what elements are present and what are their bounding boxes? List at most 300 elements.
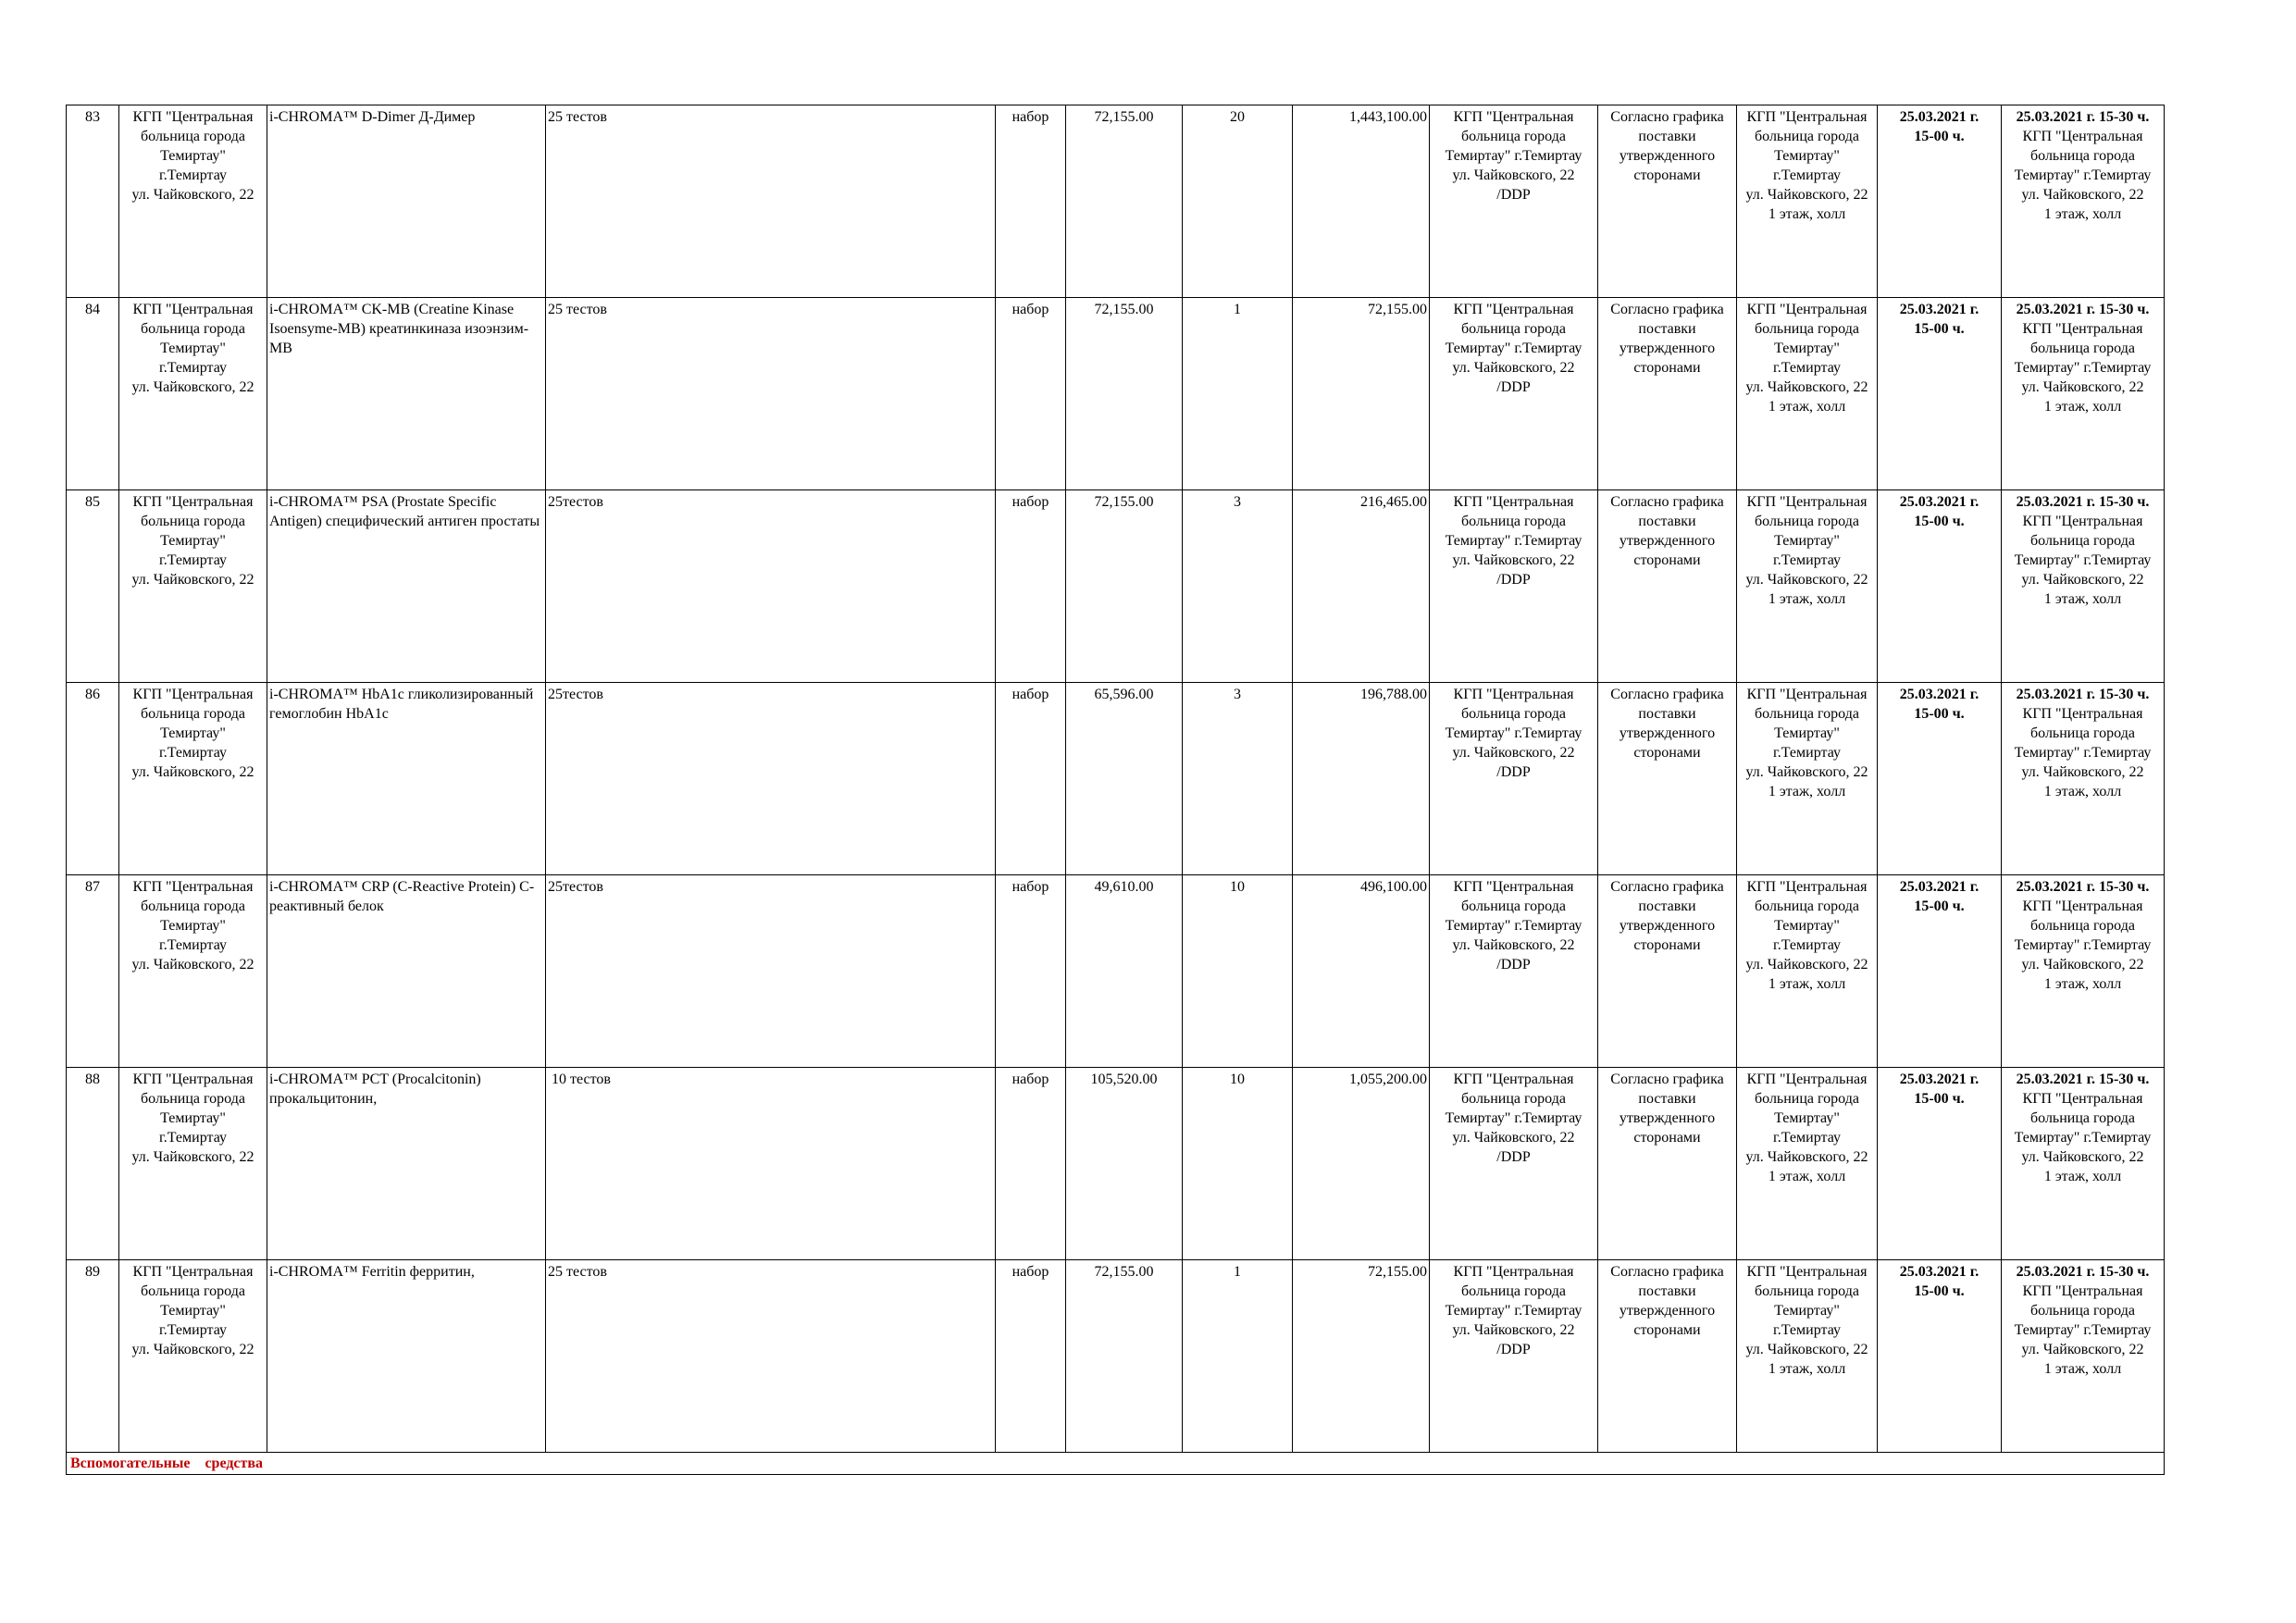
opening-datetime: 25.03.2021 г. 15-30 ч. <box>2016 1264 2150 1280</box>
delivery-place-cell <box>1430 490 1598 683</box>
cell-line: 1 этаж, холл <box>2043 591 2122 607</box>
cell-line: утвержденного <box>1619 918 1716 934</box>
cell-line: Темиртау" г.Темиртау <box>2014 937 2152 953</box>
item-qty: 20 <box>1183 105 1293 298</box>
cell-line: поставки <box>1638 1091 1696 1107</box>
cell-line: больница города <box>141 1283 245 1299</box>
cell-line: ул. Чайковского, 22 <box>1745 572 1868 588</box>
cell-line: Темиртау" <box>160 1303 226 1319</box>
cell-line: Согласно графика <box>1610 494 1724 510</box>
cell-line: Согласно графика <box>1610 302 1724 317</box>
table-row <box>67 875 2165 1068</box>
customer-cell <box>119 1260 267 1453</box>
item-price: 105,520.00 <box>1066 1068 1183 1260</box>
customer-cell <box>119 105 267 298</box>
cell-line: 1 этаж, холл <box>1768 784 1846 799</box>
cell-line: ул. Чайковского, 22 <box>1745 187 1868 203</box>
cell-line: 15-00 ч. <box>1914 706 1965 722</box>
cell-line: больница города <box>141 514 245 529</box>
cell-line: больница города <box>2030 725 2135 741</box>
item-spec: 25 тестов <box>546 1260 996 1453</box>
cell-line: КГП "Центральная <box>1453 494 1574 510</box>
cell-line: Темиртау" <box>1774 148 1840 164</box>
delivery-place-cell <box>1430 1068 1598 1260</box>
table-row <box>67 490 2165 683</box>
delivery-term-cell <box>1598 490 1737 683</box>
cell-line: Темиртау" г.Темиртау <box>2014 167 2152 183</box>
opening-datetime: 25.03.2021 г. 15-30 ч. <box>2016 687 2150 702</box>
delivery-term-cell <box>1598 875 1737 1068</box>
cell-line: г.Темиртау <box>159 937 227 953</box>
row-number: 89 <box>67 1260 119 1453</box>
cell-line: 15-00 ч. <box>1914 898 1965 914</box>
cell-line: КГП "Центральная <box>1453 687 1574 702</box>
customer-cell <box>119 875 267 1068</box>
cell-line: ул. Чайковского, 22 <box>1745 379 1868 395</box>
cell-line: больница города <box>141 1091 245 1107</box>
cell-line: Темиртау" <box>1774 341 1840 356</box>
submission-place-cell <box>1737 875 1878 1068</box>
cell-line: 1 этаж, холл <box>1768 1169 1846 1184</box>
submission-place-cell <box>1737 298 1878 490</box>
cell-line: ул. Чайковского, 22 <box>131 379 254 395</box>
item-sum: 72,155.00 <box>1293 298 1430 490</box>
cell-line: г.Темиртау <box>1773 552 1841 568</box>
cell-line: 15-00 ч. <box>1914 321 1965 337</box>
item-unit: набор <box>996 875 1066 1068</box>
item-qty: 3 <box>1183 683 1293 875</box>
cell-line: Темиртау" г.Темиртау <box>1445 533 1582 549</box>
item-unit: набор <box>996 298 1066 490</box>
row-number: 84 <box>67 298 119 490</box>
cell-line: ул. Чайковского, 22 <box>131 764 254 780</box>
item-price: 72,155.00 <box>1066 490 1183 683</box>
cell-line: Темиртау" <box>160 725 226 741</box>
opening-cell <box>2002 1068 2165 1260</box>
cell-line: 1 этаж, холл <box>1768 206 1846 222</box>
item-sum: 196,788.00 <box>1293 683 1430 875</box>
cell-line: 25.03.2021 г. <box>1899 109 1980 125</box>
row-number: 83 <box>67 105 119 298</box>
cell-line: Темиртау" <box>1774 725 1840 741</box>
cell-line: ул. Чайковского, 22 <box>2021 187 2144 203</box>
cell-line: ул. Чайковского, 22 <box>1745 1342 1868 1357</box>
cell-line: ул. Чайковского, 22 <box>2021 379 2144 395</box>
cell-line: Темиртау" <box>160 1110 226 1126</box>
item-name: i-CHROMA™ PSA (Prostate Specific Antigen) специфический антиген простаты <box>267 490 546 683</box>
cell-line: КГП "Центральная <box>2022 706 2143 722</box>
cell-line: утвержденного <box>1619 148 1716 164</box>
delivery-place-cell <box>1430 683 1598 875</box>
cell-line: больница города <box>2030 1303 2135 1319</box>
cell-line: Темиртау" г.Темиртау <box>1445 148 1582 164</box>
item-spec: 25 тестов <box>546 298 996 490</box>
cell-line: КГП "Центральная <box>1453 1264 1574 1280</box>
cell-line: 15-00 ч. <box>1914 1091 1965 1107</box>
cell-line: больница города <box>1461 1283 1566 1299</box>
deadline-cell <box>1878 105 2002 298</box>
cell-line: 25.03.2021 г. <box>1899 302 1980 317</box>
opening-cell <box>2002 683 2165 875</box>
cell-line: 25.03.2021 г. <box>1899 1264 1980 1280</box>
cell-line: больница города <box>1755 898 1859 914</box>
cell-line: Темиртау" <box>160 148 226 164</box>
procurement-table <box>66 105 2165 1475</box>
cell-line: г.Темиртау <box>159 552 227 568</box>
cell-line: Темиртау" <box>1774 533 1840 549</box>
cell-line: сторонами <box>1633 937 1701 953</box>
cell-line: больница города <box>1461 898 1566 914</box>
cell-line: КГП "Центральная <box>132 494 254 510</box>
cell-line: КГП "Центральная <box>1453 879 1574 895</box>
item-sum: 72,155.00 <box>1293 1260 1430 1453</box>
cell-line: Согласно графика <box>1610 1264 1724 1280</box>
item-name: i-CHROMA™ CRP (C-Reactive Protein) C-реактивный белок <box>267 875 546 1068</box>
cell-line: КГП "Центральная <box>132 687 254 702</box>
cell-line: поставки <box>1638 321 1696 337</box>
delivery-place-cell <box>1430 875 1598 1068</box>
opening-cell <box>2002 1260 2165 1453</box>
item-price: 49,610.00 <box>1066 875 1183 1068</box>
cell-line: ул. Чайковского, 22 <box>2021 1342 2144 1357</box>
opening-datetime: 25.03.2021 г. 15-30 ч. <box>2016 109 2150 125</box>
cell-line: ул. Чайковского, 22 <box>1452 552 1575 568</box>
cell-line: г.Темиртау <box>159 745 227 761</box>
item-unit: набор <box>996 1260 1066 1453</box>
item-spec: 25тестов <box>546 875 996 1068</box>
cell-line: ул. Чайковского, 22 <box>1452 1322 1575 1338</box>
cell-line: Темиртау" <box>1774 1303 1840 1319</box>
cell-line: КГП "Центральная <box>1746 687 1868 702</box>
cell-line: ул. Чайковского, 22 <box>2021 764 2144 780</box>
delivery-place-cell <box>1430 298 1598 490</box>
cell-line: сторонами <box>1633 745 1701 761</box>
cell-line: г.Темиртау <box>159 1130 227 1146</box>
cell-line: 15-00 ч. <box>1914 129 1965 144</box>
cell-line: больница города <box>2030 1110 2135 1126</box>
cell-line: Согласно графика <box>1610 687 1724 702</box>
delivery-term-cell <box>1598 683 1737 875</box>
cell-line: поставки <box>1638 898 1696 914</box>
cell-line: КГП "Центральная <box>132 109 254 125</box>
cell-line: 1 этаж, холл <box>1768 1361 1846 1377</box>
cell-line: г.Темиртау <box>1773 1322 1841 1338</box>
cell-line: 25.03.2021 г. <box>1899 687 1980 702</box>
item-price: 72,155.00 <box>1066 1260 1183 1453</box>
deadline-cell <box>1878 875 2002 1068</box>
cell-line: поставки <box>1638 1283 1696 1299</box>
deadline-cell <box>1878 1260 2002 1453</box>
cell-line: ул. Чайковского, 22 <box>1745 764 1868 780</box>
item-spec: 25тестов <box>546 490 996 683</box>
delivery-term-cell <box>1598 1068 1737 1260</box>
cell-line: больница города <box>1461 321 1566 337</box>
cell-line: ул. Чайковского, 22 <box>1452 937 1575 953</box>
item-sum: 1,055,200.00 <box>1293 1068 1430 1260</box>
cell-line: КГП "Центральная <box>132 1072 254 1087</box>
cell-line: КГП "Центральная <box>2022 898 2143 914</box>
submission-place-cell <box>1737 1260 1878 1453</box>
item-price: 65,596.00 <box>1066 683 1183 875</box>
opening-datetime: 25.03.2021 г. 15-30 ч. <box>2016 1072 2150 1087</box>
cell-line: больница города <box>1755 514 1859 529</box>
cell-line: КГП "Центральная <box>2022 129 2143 144</box>
cell-line: КГП "Центральная <box>1746 879 1868 895</box>
customer-cell <box>119 1068 267 1260</box>
cell-line: /DDP <box>1496 379 1531 395</box>
opening-cell <box>2002 298 2165 490</box>
item-sum: 1,443,100.00 <box>1293 105 1430 298</box>
cell-line: КГП "Центральная <box>132 302 254 317</box>
cell-line: утвержденного <box>1619 725 1716 741</box>
row-number: 87 <box>67 875 119 1068</box>
cell-line: ул. Чайковского, 22 <box>1745 957 1868 973</box>
table-row <box>67 1068 2165 1260</box>
cell-line: Темиртау" г.Темиртау <box>1445 725 1582 741</box>
delivery-term-cell <box>1598 105 1737 298</box>
cell-line: КГП "Центральная <box>1746 494 1868 510</box>
opening-cell <box>2002 875 2165 1068</box>
table-body <box>67 105 2165 1453</box>
cell-line: 1 этаж, холл <box>1768 591 1846 607</box>
submission-place-cell <box>1737 1068 1878 1260</box>
cell-line: ул. Чайковского, 22 <box>131 187 254 203</box>
cell-line: Согласно графика <box>1610 879 1724 895</box>
cell-line: больница города <box>1755 129 1859 144</box>
item-name: i-CHROMA™ Ferritin ферритин, <box>267 1260 546 1453</box>
deadline-cell <box>1878 298 2002 490</box>
cell-line: Согласно графика <box>1610 109 1724 125</box>
cell-line: 25.03.2021 г. <box>1899 879 1980 895</box>
cell-line: больница города <box>2030 148 2135 164</box>
cell-line: Темиртау" г.Темиртау <box>2014 745 2152 761</box>
table-row <box>67 683 2165 875</box>
submission-place-cell <box>1737 683 1878 875</box>
cell-line: 1 этаж, холл <box>2043 206 2122 222</box>
row-number: 88 <box>67 1068 119 1260</box>
delivery-term-cell <box>1598 1260 1737 1453</box>
cell-line: 1 этаж, холл <box>1768 399 1846 415</box>
customer-cell <box>119 490 267 683</box>
item-qty: 1 <box>1183 298 1293 490</box>
cell-line: /DDP <box>1496 1342 1531 1357</box>
item-qty: 1 <box>1183 1260 1293 1453</box>
cell-line: утвержденного <box>1619 533 1716 549</box>
cell-line: Темиртау" г.Темиртау <box>1445 918 1582 934</box>
cell-line: г.Темиртау <box>1773 1130 1841 1146</box>
item-spec: 25тестов <box>546 683 996 875</box>
item-sum: 496,100.00 <box>1293 875 1430 1068</box>
cell-line: КГП "Центральная <box>132 1264 254 1280</box>
cell-line: больница города <box>2030 533 2135 549</box>
cell-line: КГП "Центральная <box>1453 302 1574 317</box>
delivery-place-cell <box>1430 1260 1598 1453</box>
cell-line: 1 этаж, холл <box>1768 976 1846 992</box>
item-name: i-CHROMA™ PCT (Procalcitonin) прокальцитонин, <box>267 1068 546 1260</box>
cell-line: ул. Чайковского, 22 <box>2021 957 2144 973</box>
cell-line: Темиртау" <box>160 533 226 549</box>
cell-line: Темиртау" <box>1774 918 1840 934</box>
cell-line: г.Темиртау <box>159 167 227 183</box>
cell-line: КГП "Центральная <box>2022 1283 2143 1299</box>
item-name: i-CHROMA™ D-Dimer Д-Димер <box>267 105 546 298</box>
item-sum: 216,465.00 <box>1293 490 1430 683</box>
cell-line: 25.03.2021 г. <box>1899 1072 1980 1087</box>
cell-line: поставки <box>1638 514 1696 529</box>
cell-line: КГП "Центральная <box>1746 1072 1868 1087</box>
cell-line: КГП "Центральная <box>1746 109 1868 125</box>
cell-line: больница города <box>1755 1283 1859 1299</box>
cell-line: 25.03.2021 г. <box>1899 494 1980 510</box>
cell-line: ул. Чайковского, 22 <box>131 957 254 973</box>
cell-line: больница города <box>141 321 245 337</box>
deadline-cell <box>1878 490 2002 683</box>
row-number: 85 <box>67 490 119 683</box>
cell-line: /DDP <box>1496 957 1531 973</box>
cell-line: ул. Чайковского, 22 <box>1452 1130 1575 1146</box>
cell-line: г.Темиртау <box>1773 167 1841 183</box>
cell-line: утвержденного <box>1619 1110 1716 1126</box>
cell-line: /DDP <box>1496 1149 1531 1165</box>
cell-line: 15-00 ч. <box>1914 1283 1965 1299</box>
cell-line: больница города <box>1755 321 1859 337</box>
opening-cell <box>2002 490 2165 683</box>
submission-place-cell <box>1737 490 1878 683</box>
cell-line: сторонами <box>1633 552 1701 568</box>
deadline-cell <box>1878 1068 2002 1260</box>
cell-line: утвержденного <box>1619 1303 1716 1319</box>
cell-line: Темиртау" г.Темиртау <box>1445 341 1582 356</box>
table-row <box>67 1260 2165 1453</box>
cell-line: КГП "Центральная <box>132 879 254 895</box>
cell-line: поставки <box>1638 129 1696 144</box>
cell-line: Темиртау" г.Темиртау <box>2014 360 2152 376</box>
cell-line: /DDP <box>1496 764 1531 780</box>
cell-line: Темиртау" г.Темиртау <box>2014 552 2152 568</box>
cell-line: поставки <box>1638 706 1696 722</box>
cell-line: ул. Чайковского, 22 <box>2021 1149 2144 1165</box>
cell-line: г.Темиртау <box>1773 360 1841 376</box>
cell-line: 1 этаж, холл <box>2043 399 2122 415</box>
cell-line: ул. Чайковского, 22 <box>1452 167 1575 183</box>
cell-line: КГП "Центральная <box>2022 514 2143 529</box>
cell-line: ул. Чайковского, 22 <box>131 1149 254 1165</box>
cell-line: сторонами <box>1633 167 1701 183</box>
cell-line: сторонами <box>1633 1130 1701 1146</box>
cell-line: 1 этаж, холл <box>2043 1361 2122 1377</box>
cell-line: ул. Чайковского, 22 <box>131 1342 254 1357</box>
cell-line: ул. Чайковского, 22 <box>1452 360 1575 376</box>
cell-line: Темиртау" <box>160 918 226 934</box>
table-row <box>67 298 2165 490</box>
item-qty: 3 <box>1183 490 1293 683</box>
cell-line: КГП "Центральная <box>1453 1072 1574 1087</box>
cell-line: ул. Чайковского, 22 <box>131 572 254 588</box>
cell-line: Темиртау" г.Темиртау <box>1445 1303 1582 1319</box>
cell-line: больница города <box>1461 706 1566 722</box>
item-unit: набор <box>996 1068 1066 1260</box>
cell-line: 1 этаж, холл <box>2043 784 2122 799</box>
section-row <box>67 1453 2165 1475</box>
delivery-term-cell <box>1598 298 1737 490</box>
cell-line: КГП "Центральная <box>1453 109 1574 125</box>
opening-cell <box>2002 105 2165 298</box>
cell-line: г.Темиртау <box>1773 937 1841 953</box>
cell-line: сторонами <box>1633 360 1701 376</box>
cell-line: ул. Чайковского, 22 <box>1745 1149 1868 1165</box>
row-number: 86 <box>67 683 119 875</box>
cell-line: больница города <box>141 706 245 722</box>
customer-cell <box>119 298 267 490</box>
opening-datetime: 25.03.2021 г. 15-30 ч. <box>2016 494 2150 510</box>
item-spec: 10 тестов <box>546 1068 996 1260</box>
delivery-place-cell <box>1430 105 1598 298</box>
cell-line: г.Темиртау <box>159 360 227 376</box>
cell-line: больница города <box>2030 341 2135 356</box>
cell-line: Темиртау" <box>1774 1110 1840 1126</box>
cell-line: КГП "Центральная <box>1746 302 1868 317</box>
item-unit: набор <box>996 683 1066 875</box>
cell-line: КГП "Центральная <box>2022 1091 2143 1107</box>
cell-line: больница города <box>2030 918 2135 934</box>
item-price: 72,155.00 <box>1066 105 1183 298</box>
cell-line: ул. Чайковского, 22 <box>2021 572 2144 588</box>
section-title: Вспомогательные средства <box>70 1456 264 1471</box>
opening-datetime: 25.03.2021 г. 15-30 ч. <box>2016 879 2150 895</box>
item-unit: набор <box>996 105 1066 298</box>
cell-line: 1 этаж, холл <box>2043 1169 2122 1184</box>
customer-cell <box>119 683 267 875</box>
item-name: i-CHROMA™ CK-MB (Creatine Kinase Isoensyme-MB) креатинкиназа изоэнзим-MB <box>267 298 546 490</box>
cell-line: /DDP <box>1496 187 1531 203</box>
cell-line: Темиртау" <box>160 341 226 356</box>
cell-line: /DDP <box>1496 572 1531 588</box>
cell-line: утвержденного <box>1619 341 1716 356</box>
opening-datetime: 25.03.2021 г. 15-30 ч. <box>2016 302 2150 317</box>
item-qty: 10 <box>1183 1068 1293 1260</box>
item-qty: 10 <box>1183 875 1293 1068</box>
cell-line: больница города <box>1461 1091 1566 1107</box>
cell-line: ул. Чайковского, 22 <box>1452 745 1575 761</box>
document-sheet <box>66 105 2164 1475</box>
deadline-cell <box>1878 683 2002 875</box>
cell-line: больница города <box>141 129 245 144</box>
section-title-cell <box>67 1453 2165 1475</box>
item-name: i-CHROMA™ HbA1c гликолизированный гемоглобин HbA1c <box>267 683 546 875</box>
cell-line: 15-00 ч. <box>1914 514 1965 529</box>
cell-line: больница города <box>1755 1091 1859 1107</box>
cell-line: Согласно графика <box>1610 1072 1724 1087</box>
cell-line: г.Темиртау <box>1773 745 1841 761</box>
cell-line: Темиртау" г.Темиртау <box>2014 1130 2152 1146</box>
cell-line: больница города <box>141 898 245 914</box>
cell-line: КГП "Центральная <box>2022 321 2143 337</box>
cell-line: Темиртау" г.Темиртау <box>1445 1110 1582 1126</box>
cell-line: 1 этаж, холл <box>2043 976 2122 992</box>
item-unit: набор <box>996 490 1066 683</box>
submission-place-cell <box>1737 105 1878 298</box>
cell-line: Темиртау" г.Темиртау <box>2014 1322 2152 1338</box>
item-price: 72,155.00 <box>1066 298 1183 490</box>
table-row <box>67 105 2165 298</box>
cell-line: больница города <box>1755 706 1859 722</box>
cell-line: г.Темиртау <box>159 1322 227 1338</box>
cell-line: КГП "Центральная <box>1746 1264 1868 1280</box>
cell-line: сторонами <box>1633 1322 1701 1338</box>
item-spec: 25 тестов <box>546 105 996 298</box>
cell-line: больница города <box>1461 514 1566 529</box>
cell-line: больница города <box>1461 129 1566 144</box>
